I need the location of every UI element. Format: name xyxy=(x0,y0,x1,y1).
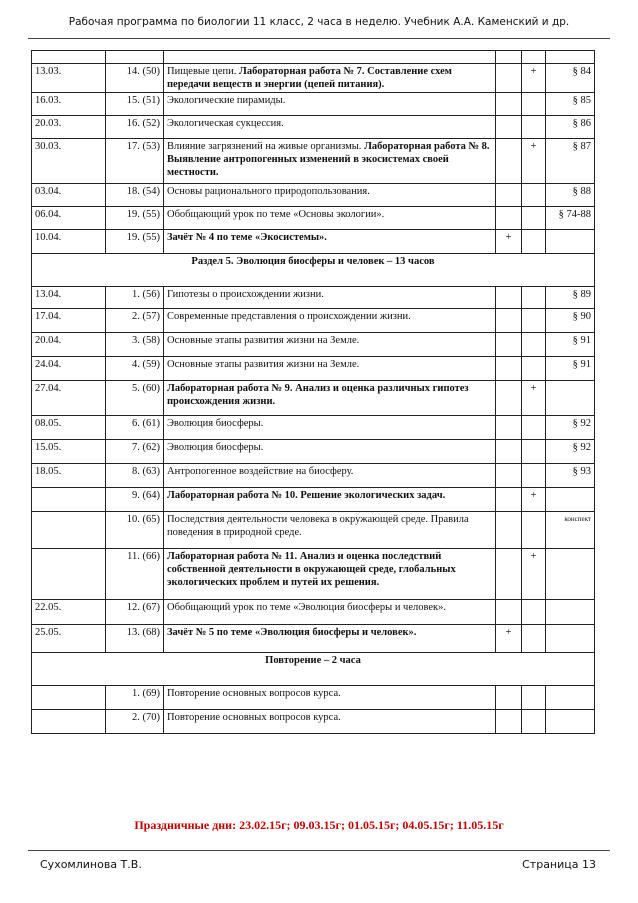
lesson-number: 3. (58) xyxy=(106,333,164,357)
lesson-topic xyxy=(164,440,496,464)
control-mark-a xyxy=(496,116,522,139)
lesson-date: 06.04. xyxy=(32,207,106,230)
table-row xyxy=(32,440,595,464)
paragraph-ref xyxy=(546,230,595,254)
topic-text: Последствия деятельности человека в окружающей среде. Правила поведения в природной среде. xyxy=(167,514,469,538)
table-row xyxy=(32,416,595,440)
table-row xyxy=(32,464,595,488)
lesson-number: 11. (66) xyxy=(106,549,164,600)
lesson-date: 17.04. xyxy=(32,309,106,333)
control-mark-a xyxy=(496,549,522,600)
paragraph-ref: § 85 xyxy=(546,93,595,116)
paragraph-ref xyxy=(546,710,595,734)
topic-text: Эволюция биосферы. xyxy=(167,442,264,453)
control-mark-b xyxy=(522,440,546,464)
paragraph-ref xyxy=(546,600,595,625)
topic-text-bold: Лабораторная работа № 7. Составление схем передачи веществ и энергии (цепей питания). xyxy=(167,66,452,90)
lesson-topic xyxy=(164,333,496,357)
control-mark-b xyxy=(522,184,546,207)
lesson-topic xyxy=(164,184,496,207)
lesson-number: 6. (61) xyxy=(106,416,164,440)
table-row xyxy=(32,116,595,139)
table-row xyxy=(32,600,595,625)
control-mark-b: + xyxy=(522,381,546,416)
topic-text: Обобщающий урок по теме «Эволюция биосферы и человек». xyxy=(167,602,447,613)
paragraph-ref: § 86 xyxy=(546,116,595,139)
table-row xyxy=(32,139,595,184)
lesson-date xyxy=(32,549,106,600)
lesson-number: 15. (51) xyxy=(106,93,164,116)
control-mark-a xyxy=(496,287,522,309)
paragraph-ref xyxy=(546,686,595,710)
table-row xyxy=(32,512,595,549)
control-mark-b: + xyxy=(522,64,546,93)
control-mark-b xyxy=(522,357,546,381)
paragraph-ref: § 84 xyxy=(546,64,595,93)
section-header-row xyxy=(32,254,595,287)
control-mark-b xyxy=(522,333,546,357)
topic-text-bold: Лабораторная работа № 9. Анализ и оценка различных гипотез происхождения жизни. xyxy=(167,383,469,407)
control-mark-a xyxy=(496,710,522,734)
lesson-topic xyxy=(164,464,496,488)
table-row xyxy=(32,230,595,254)
control-mark-b xyxy=(522,416,546,440)
lesson-number: 19. (55) xyxy=(106,207,164,230)
control-mark-a: + xyxy=(496,230,522,254)
control-mark-a xyxy=(496,139,522,184)
lesson-topic xyxy=(164,488,496,512)
control-mark-b xyxy=(522,309,546,333)
paragraph-ref: § 92 xyxy=(546,416,595,440)
topic-text: Влияние загрязнений на живые организмы. xyxy=(167,141,365,152)
table-row xyxy=(32,549,595,600)
lesson-topic xyxy=(164,207,496,230)
lesson-date xyxy=(32,488,106,512)
lesson-number: 10. (65) xyxy=(106,512,164,549)
control-mark-b xyxy=(522,93,546,116)
lesson-number: 1. (69) xyxy=(106,686,164,710)
table-row xyxy=(32,357,595,381)
control-mark-b xyxy=(522,207,546,230)
lesson-number: 5. (60) xyxy=(106,381,164,416)
lesson-date: 20.04. xyxy=(32,333,106,357)
paragraph-ref: § 89 xyxy=(546,287,595,309)
paragraph-ref xyxy=(546,51,595,64)
paragraph-ref xyxy=(546,549,595,600)
paragraph-ref xyxy=(546,488,595,512)
paragraph-ref: конспект xyxy=(546,512,595,549)
lesson-number: 1. (56) xyxy=(106,287,164,309)
lesson-date xyxy=(32,686,106,710)
control-mark-a xyxy=(496,93,522,116)
control-mark-a xyxy=(496,184,522,207)
control-mark-a xyxy=(496,512,522,549)
lesson-date xyxy=(32,710,106,734)
control-mark-a xyxy=(496,686,522,710)
control-mark-b xyxy=(522,287,546,309)
control-mark-b xyxy=(522,710,546,734)
lesson-number: 19. (55) xyxy=(106,230,164,254)
lesson-topic xyxy=(164,625,496,653)
topic-text: Гипотезы о происхождении жизни. xyxy=(167,289,324,300)
topic-text: Повторение основных вопросов курса. xyxy=(167,712,341,723)
lesson-topic xyxy=(164,93,496,116)
table-row xyxy=(32,710,595,734)
lesson-topic xyxy=(164,64,496,93)
lesson-date: 24.04. xyxy=(32,357,106,381)
table-row xyxy=(32,287,595,309)
lesson-number: 16. (52) xyxy=(106,116,164,139)
topic-text-bold: Зачёт № 4 по теме «Экосистемы». xyxy=(167,232,327,243)
lesson-topic xyxy=(164,51,496,64)
lesson-date: 03.04. xyxy=(32,184,106,207)
topic-text: Антропогенное воздействие на биосферу. xyxy=(167,466,354,477)
lesson-topic xyxy=(164,357,496,381)
paragraph-ref xyxy=(546,381,595,416)
paragraph-ref: § 91 xyxy=(546,333,595,357)
control-mark-b: + xyxy=(522,549,546,600)
lesson-number: 2. (57) xyxy=(106,309,164,333)
topic-text: Пищевые цепи. xyxy=(167,66,240,77)
control-mark-a xyxy=(496,416,522,440)
topic-text: Основные этапы развития жизни на Земле. xyxy=(167,359,360,370)
control-mark-b xyxy=(522,116,546,139)
topic-text-bold: Лабораторная работа № 8. Выявление антропогенных изменений в экосистемах своей местности. xyxy=(167,141,490,178)
holidays-note: Праздничные дни: 23.02.15г; 09.03.15г; 01.05.15г; 04.05.15г; 11.05.15г xyxy=(134,818,504,832)
topic-text: Основные этапы развития жизни на Земле. xyxy=(167,335,360,346)
lesson-date: 20.03. xyxy=(32,116,106,139)
lesson-date: 18.05. xyxy=(32,464,106,488)
lesson-topic xyxy=(164,139,496,184)
topic-text: Современные представления о происхождении жизни. xyxy=(167,311,411,322)
control-mark-b xyxy=(522,51,546,64)
topic-text-bold: Зачёт № 5 по теме «Эволюция биосферы и человек». xyxy=(167,627,417,638)
table-row xyxy=(32,488,595,512)
control-mark-b: + xyxy=(522,488,546,512)
lesson-date xyxy=(32,512,106,549)
lesson-date: 27.04. xyxy=(32,381,106,416)
lesson-date: 08.05. xyxy=(32,416,106,440)
lesson-topic xyxy=(164,287,496,309)
topic-text-bold: Лабораторная работа № 10. Решение экологических задач. xyxy=(167,490,446,501)
control-mark-a xyxy=(496,357,522,381)
lesson-plan-table xyxy=(31,50,595,734)
lesson-number: 13. (68) xyxy=(106,625,164,653)
paragraph-ref: § 92 xyxy=(546,440,595,464)
paragraph-ref: § 93 xyxy=(546,464,595,488)
control-mark-b xyxy=(522,230,546,254)
control-mark-a xyxy=(496,207,522,230)
section-title: Раздел 5. Эволюция биосферы и человек – 13 часов xyxy=(32,254,595,287)
topic-text: Экологическая сукцессия. xyxy=(167,118,284,129)
page-header-title: Рабочая программа по биологии 11 класс, 2 часа в неделю. Учебник А.А. Каменский и др. xyxy=(68,16,570,28)
lesson-topic xyxy=(164,686,496,710)
control-mark-b xyxy=(522,600,546,625)
lesson-topic xyxy=(164,230,496,254)
lesson-number xyxy=(106,51,164,64)
table-row xyxy=(32,625,595,653)
control-mark-a xyxy=(496,600,522,625)
table-row xyxy=(32,381,595,416)
lesson-number: 9. (64) xyxy=(106,488,164,512)
lesson-date: 13.03. xyxy=(32,64,106,93)
lesson-date: 13.04. xyxy=(32,287,106,309)
lesson-topic xyxy=(164,116,496,139)
lesson-topic xyxy=(164,600,496,625)
lesson-topic xyxy=(164,710,496,734)
control-mark-b xyxy=(522,464,546,488)
control-mark-a xyxy=(496,464,522,488)
lesson-date: 15.05. xyxy=(32,440,106,464)
footer-page-number: Страница 13 xyxy=(522,858,596,871)
control-mark-a xyxy=(496,51,522,64)
control-mark-a: + xyxy=(496,625,522,653)
topic-text: Обобщающий урок по теме «Основы экологии». xyxy=(167,209,385,220)
paragraph-ref xyxy=(546,625,595,653)
control-mark-a xyxy=(496,333,522,357)
lesson-topic xyxy=(164,416,496,440)
paragraph-ref: § 90 xyxy=(546,309,595,333)
lesson-number: 18. (54) xyxy=(106,184,164,207)
table-row xyxy=(32,686,595,710)
control-mark-b xyxy=(522,512,546,549)
lesson-number: 17. (53) xyxy=(106,139,164,184)
lesson-number: 8. (63) xyxy=(106,464,164,488)
lesson-topic xyxy=(164,309,496,333)
table-row xyxy=(32,309,595,333)
lesson-date xyxy=(32,51,106,64)
lesson-number: 12. (67) xyxy=(106,600,164,625)
lesson-number: 14. (50) xyxy=(106,64,164,93)
topic-text: Основы рационального природопользования. xyxy=(167,186,370,197)
control-mark-b xyxy=(522,625,546,653)
lesson-number: 2. (70) xyxy=(106,710,164,734)
control-mark-a xyxy=(496,440,522,464)
lesson-number: 4. (59) xyxy=(106,357,164,381)
control-mark-b: + xyxy=(522,139,546,184)
control-mark-a xyxy=(496,309,522,333)
topic-text-bold: Лабораторная работа № 11. Анализ и оценка последствий собственной деятельности в окружающей среде, глобальных экологических проблем и путей их решения. xyxy=(167,551,456,588)
section-header-row xyxy=(32,653,595,686)
control-mark-a xyxy=(496,381,522,416)
control-mark-b xyxy=(522,686,546,710)
topic-text: Эволюция биосферы. xyxy=(167,418,264,429)
lesson-topic xyxy=(164,549,496,600)
lesson-topic xyxy=(164,512,496,549)
table-row xyxy=(32,51,595,64)
table-row xyxy=(32,184,595,207)
topic-text: Повторение основных вопросов курса. xyxy=(167,688,341,699)
footer-divider xyxy=(28,850,610,851)
lesson-topic xyxy=(164,381,496,416)
section-title: Повторение – 2 часа xyxy=(32,653,595,686)
lesson-date: 30.03. xyxy=(32,139,106,184)
table-row xyxy=(32,333,595,357)
footer-author: Сухомлинова Т.В. xyxy=(40,858,142,871)
paragraph-ref: § 88 xyxy=(546,184,595,207)
paragraph-ref: § 74-88 xyxy=(546,207,595,230)
control-mark-a xyxy=(496,488,522,512)
table-row xyxy=(32,64,595,93)
table-row xyxy=(32,207,595,230)
lesson-number: 7. (62) xyxy=(106,440,164,464)
lesson-date: 16.03. xyxy=(32,93,106,116)
control-mark-a xyxy=(496,64,522,93)
lesson-date: 22.05. xyxy=(32,600,106,625)
lesson-date: 10.04. xyxy=(32,230,106,254)
paragraph-ref: § 87 xyxy=(546,139,595,184)
table-row xyxy=(32,93,595,116)
lesson-date: 25.05. xyxy=(32,625,106,653)
topic-text: Экологические пирамиды. xyxy=(167,95,286,106)
paragraph-ref: § 91 xyxy=(546,357,595,381)
header-divider xyxy=(28,38,610,39)
